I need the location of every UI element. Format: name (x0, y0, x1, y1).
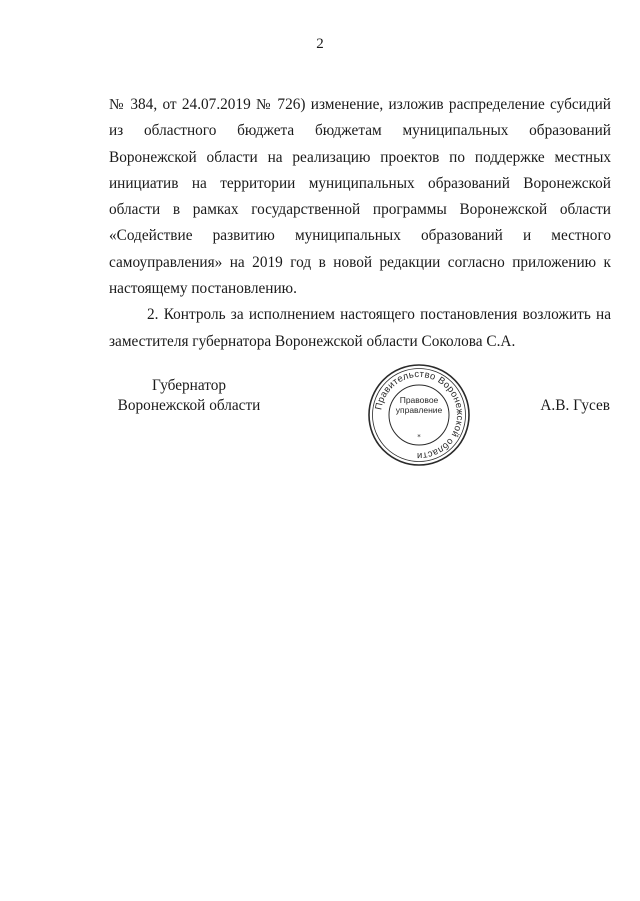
signatory-position (109, 376, 269, 416)
signatory-title: Губернатор (151, 377, 227, 394)
stamp-seal-graphic (367, 363, 471, 467)
stamp-star-icon: * (417, 433, 421, 441)
paragraph-continuation: № 384, от 24.07.2019 № 726) изменение, изложив распределение субсидий из областного бюджета бюджетам муниципальных образований Воронежской области на реализацию проектов по поддержке местных инициатив на территории муниципальных образований Воронежской области в рамках государственной программы Воронежской области «Содействие развитию муниципальных образований и местного самоуправления» на 2019 год в новой редакции согласно приложению к настоящему постановлению. (109, 96, 611, 298)
stamp-ring-text: Правительство Воронежской области (373, 368, 466, 462)
stamp-center-line-2: управление (395, 405, 443, 415)
stamp-center-line-1: Правовое (399, 395, 439, 405)
signatory-region: Воронежской области (117, 397, 261, 414)
stamp-center-text (389, 395, 449, 415)
page-number: 2 (316, 36, 324, 52)
paragraph-control-clause: 2. Контроль за исполнением настоящего постановления возложить на заместителя губернатора Воронежской области Соколова С.А. (109, 306, 611, 350)
official-stamp (367, 363, 471, 467)
signatory-name: А.В. Гусев (540, 397, 610, 414)
document-body (109, 92, 611, 355)
